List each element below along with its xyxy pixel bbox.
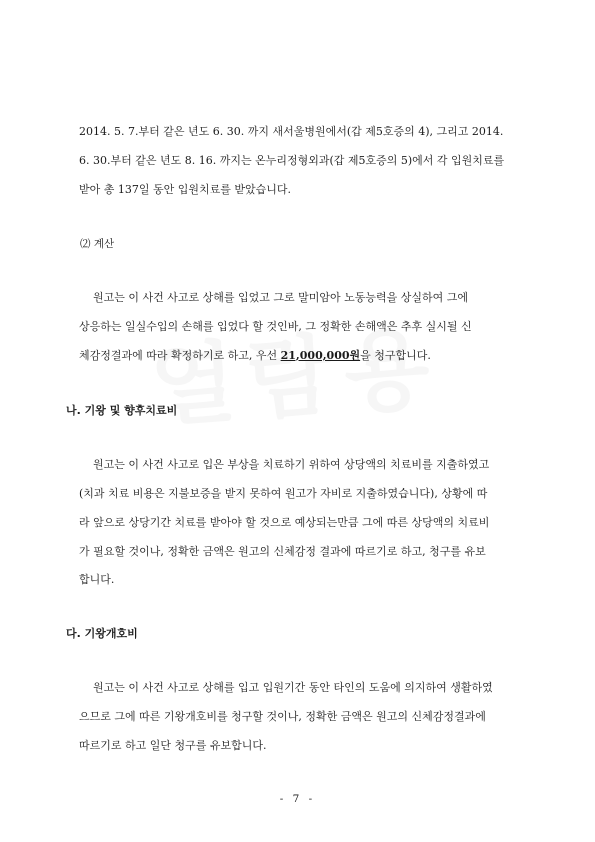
page-number: - 7 - xyxy=(279,793,316,805)
section-b-line4: 가 필요할 것이나, 정확한 금액은 원고의 신체감정 결과에 따르기로 하고, 청구를 유보 xyxy=(79,545,486,558)
section-b-line5: 합니다. xyxy=(79,573,115,586)
section-b-title: 나. 기왕 및 향후치료비 xyxy=(66,404,178,417)
para1-line3: 받아 총 137일 동안 입원치료를 받았습니다. xyxy=(79,183,291,196)
para2-line2: 상응하는 일실수입의 손해를 입었다 할 것인바, 그 정확한 손해액은 추후 실시될 신 xyxy=(79,320,472,333)
calc-heading: ⑵ 계산 xyxy=(80,238,115,250)
claim-amount: 21,000,000원 xyxy=(280,349,361,362)
para2-line3-text: 체감정결과에 따라 확정하기로 하고, 우선 xyxy=(79,349,281,362)
para2-line3-end: 을 청구합니다. xyxy=(360,349,431,362)
section-b-line3: 라 앞으로 상당기간 치료를 받아야 할 것으로 예상되는만큼 그에 따른 상당액의 치료비 xyxy=(79,516,490,529)
para1-line1: 2014. 5. 7.부터 같은 년도 6. 30. 까지 새서울병원에서(갑 제5호증의 4), 그리고 2014. xyxy=(79,125,504,138)
section-c-line1: 원고는 이 사건 사고로 상해를 입고 입원기간 동안 타인의 도움에 의지하여 생활하였 xyxy=(93,681,493,694)
section-c-line3: 따르기로 하고 일단 청구를 유보합니다. xyxy=(79,739,267,752)
para2-line1: 원고는 이 사건 사고로 상해를 입었고 그로 말미암아 노동능력을 상실하여 그에 xyxy=(93,291,468,304)
para2-line3 xyxy=(79,349,431,363)
section-b-line1: 원고는 이 사건 사고로 입은 부상을 치료하기 위하여 상당액의 치료비를 지출하였고 xyxy=(93,458,490,471)
section-c-title: 다. 기왕개호비 xyxy=(66,627,138,640)
section-c-line2: 으므로 그에 따른 기왕개호비를 청구할 것이나, 정확한 금액은 원고의 신체감정결과에 xyxy=(79,710,486,723)
section-b-line2: (치과 치료 비용은 지불보증을 받지 못하여 원고가 자비로 지출하였습니다), 상황에 따 xyxy=(79,487,488,500)
para1-line2: 6. 30.부터 같은 년도 8. 16. 까지는 온누리정형외과(갑 제5호증의 5)에서 각 입원치료를 xyxy=(79,154,505,167)
